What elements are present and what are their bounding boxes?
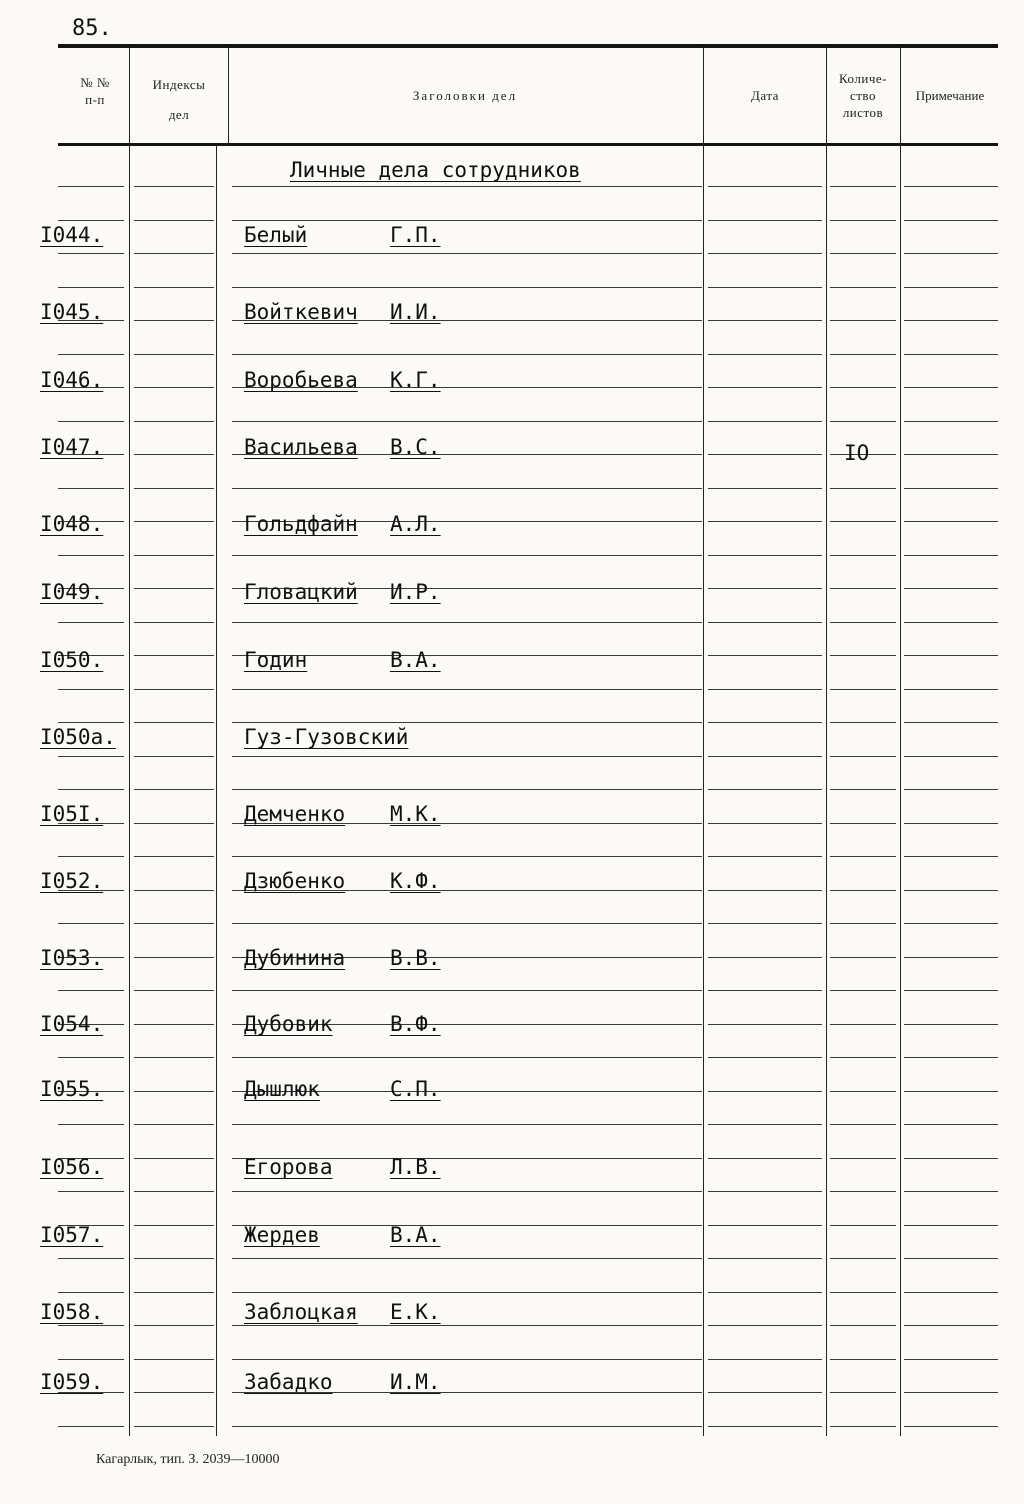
entry-number: I055. [40, 1077, 104, 1101]
ruled-line [830, 890, 896, 891]
ruled-line [904, 957, 998, 958]
entry-number: I057. [40, 1223, 104, 1247]
ruled-line [830, 421, 896, 422]
ruled-line [232, 555, 702, 556]
ruled-line [708, 1057, 822, 1058]
entry-initials: В.С. [390, 435, 441, 459]
ruled-line [58, 1426, 124, 1427]
entry-initials: В.А. [390, 1223, 441, 1247]
ruled-line [58, 990, 124, 991]
ruled-line [830, 253, 896, 254]
ruled-line [232, 186, 702, 187]
entry-surname: Заблоцкая [244, 1300, 358, 1324]
header-title: Заголовки дел [412, 88, 518, 103]
ruled-line [58, 923, 124, 924]
ruled-line [708, 488, 822, 489]
header-count: Количе- ство листов [839, 71, 887, 120]
ruled-line [830, 1091, 896, 1092]
ruled-line [134, 957, 214, 958]
ruled-line [830, 354, 896, 355]
section-title: Личные дела сотрудников [290, 158, 581, 182]
entry-number: I050а. [40, 725, 116, 749]
ruled-line [232, 1359, 702, 1360]
entry-surname: Гуз-Гузовский [244, 725, 409, 749]
ruled-line [904, 555, 998, 556]
entry-surname: Гольдфайн [244, 512, 358, 536]
ruled-line [904, 1292, 998, 1293]
ruled-line [830, 756, 896, 757]
ruled-line [904, 521, 998, 522]
ruled-line [134, 454, 214, 455]
ruled-line [134, 689, 214, 690]
ruled-line [134, 387, 214, 388]
ruled-line [708, 722, 822, 723]
ruled-line [58, 722, 124, 723]
column-divider [228, 46, 229, 146]
entry-initials: К.Г. [390, 368, 441, 392]
entry-initials: В.Ф. [390, 1012, 441, 1036]
ruled-line [58, 287, 124, 288]
header-note: Примечание [915, 88, 985, 103]
ruled-line [904, 1426, 998, 1427]
entry-surname: Гловацкий [244, 580, 358, 604]
ruled-line [904, 990, 998, 991]
ruled-line [134, 1325, 214, 1326]
header-number: № № п-п [80, 75, 110, 107]
ruled-line [58, 555, 124, 556]
ruled-line [830, 990, 896, 991]
ruled-line [58, 1191, 124, 1192]
entry-initials: Л.В. [390, 1155, 441, 1179]
ruled-line [58, 1124, 124, 1125]
entry-initials: И.М. [390, 1370, 441, 1394]
column-divider [216, 146, 217, 1436]
entry-number: I059. [40, 1370, 104, 1394]
ruled-line [830, 1292, 896, 1293]
ruled-line [134, 1158, 214, 1159]
ruled-line [134, 655, 214, 656]
printer-imprint: Кагарлык, тип. З. 2039—10000 [96, 1452, 280, 1467]
ruled-line [708, 990, 822, 991]
header-date: Дата [751, 88, 779, 103]
ruled-line [134, 1124, 214, 1125]
ruled-line [134, 1359, 214, 1360]
ruled-line [708, 1191, 822, 1192]
ruled-line [904, 1057, 998, 1058]
ruled-line [904, 622, 998, 623]
ruled-line [134, 856, 214, 857]
ruled-line [232, 421, 702, 422]
column-divider [900, 46, 901, 1436]
ruled-line [904, 488, 998, 489]
ruled-line [232, 689, 702, 690]
ruled-line [58, 1258, 124, 1259]
ruled-line [134, 555, 214, 556]
ruled-line [708, 387, 822, 388]
ruled-line [904, 354, 998, 355]
ruled-line [232, 1292, 702, 1293]
ruled-line [134, 1426, 214, 1427]
ruled-line [708, 1225, 822, 1226]
ruled-line [708, 1392, 822, 1393]
ruled-line [232, 1325, 702, 1326]
ruled-line [134, 320, 214, 321]
ruled-line [58, 488, 124, 489]
ruled-line [830, 722, 896, 723]
ruled-line [904, 387, 998, 388]
ruled-line [904, 1158, 998, 1159]
ruled-line [134, 789, 214, 790]
ruled-line [904, 689, 998, 690]
ruled-line [134, 488, 214, 489]
entry-number: I05I. [40, 802, 104, 826]
entry-initials: В.А. [390, 648, 441, 672]
ruled-line [232, 354, 702, 355]
column-divider [826, 46, 827, 1436]
ruled-line [708, 454, 822, 455]
ruled-line [134, 186, 214, 187]
ruled-line [708, 220, 822, 221]
ruled-line [830, 287, 896, 288]
ruled-line [904, 789, 998, 790]
entry-surname: Демченко [244, 802, 346, 826]
entry-surname: Годин [244, 648, 308, 672]
ruled-line [708, 957, 822, 958]
page-number: 85. [72, 16, 112, 41]
ruled-line [134, 890, 214, 891]
entry-initials: А.Л. [390, 512, 441, 536]
ruled-line [134, 722, 214, 723]
ruled-line [232, 622, 702, 623]
ruled-line [134, 588, 214, 589]
ruled-line [830, 1325, 896, 1326]
column-divider [129, 46, 130, 1436]
ruled-line [904, 1024, 998, 1025]
entry-sheet-count: IO [844, 441, 870, 465]
ruled-line [58, 756, 124, 757]
ruled-line [904, 454, 998, 455]
ruled-line [232, 220, 702, 221]
entry-surname: Дубовик [244, 1012, 333, 1036]
ruled-line [58, 220, 124, 221]
entry-surname: Жердев [244, 1223, 320, 1247]
ruled-line [232, 253, 702, 254]
ruled-line [830, 555, 896, 556]
entry-surname: Воробьева [244, 368, 358, 392]
entry-initials: М.К. [390, 802, 441, 826]
ruled-line [708, 655, 822, 656]
column-divider [703, 46, 704, 1436]
ruled-line [830, 1359, 896, 1360]
ruled-line [830, 387, 896, 388]
ruled-line [58, 689, 124, 690]
ruled-line [232, 1057, 702, 1058]
ruled-line [58, 856, 124, 857]
ruled-line [708, 1158, 822, 1159]
ruled-line [58, 186, 124, 187]
ruled-line [232, 1191, 702, 1192]
ruled-line [708, 622, 822, 623]
ruled-line [708, 287, 822, 288]
ruled-line [708, 320, 822, 321]
ruled-line [708, 1426, 822, 1427]
ruled-line [904, 1392, 998, 1393]
ruled-line [58, 1057, 124, 1058]
entry-surname: Дубинина [244, 946, 346, 970]
ruled-line [134, 521, 214, 522]
entry-initials: Е.К. [390, 1300, 441, 1324]
ruled-line [708, 1325, 822, 1326]
ruled-line [904, 220, 998, 221]
ruled-line [904, 1091, 998, 1092]
entry-surname: Васильева [244, 435, 358, 459]
ruled-line [708, 186, 822, 187]
ruled-line [134, 253, 214, 254]
ruled-line [134, 1292, 214, 1293]
ruled-line [830, 1057, 896, 1058]
ruled-line [58, 1359, 124, 1360]
ruled-line [134, 354, 214, 355]
ruled-line [58, 789, 124, 790]
entry-initials: Г.П. [390, 223, 441, 247]
ruled-line [904, 1359, 998, 1360]
ruled-line [904, 186, 998, 187]
ruled-line [904, 287, 998, 288]
ruled-line [134, 1191, 214, 1192]
ruled-line [904, 588, 998, 589]
ruled-line [830, 488, 896, 489]
ruled-line [830, 689, 896, 690]
ruled-line [830, 622, 896, 623]
ruled-line [232, 287, 702, 288]
ruled-line [232, 488, 702, 489]
ruled-line [134, 823, 214, 824]
entry-number: I045. [40, 300, 104, 324]
ruled-line [830, 823, 896, 824]
ruled-line [708, 1024, 822, 1025]
ruled-line [904, 655, 998, 656]
ruled-line [904, 1325, 998, 1326]
ruled-line [134, 287, 214, 288]
ruled-line [708, 588, 822, 589]
ruled-line [708, 789, 822, 790]
ruled-line [708, 1258, 822, 1259]
ruled-line [134, 1057, 214, 1058]
ruled-line [708, 756, 822, 757]
ruled-line [830, 789, 896, 790]
entry-number: I047. [40, 435, 104, 459]
ruled-line [708, 923, 822, 924]
entry-initials: К.Ф. [390, 869, 441, 893]
ruled-line [708, 856, 822, 857]
ruled-line [830, 1158, 896, 1159]
entry-number: I050. [40, 648, 104, 672]
ruled-line [904, 1191, 998, 1192]
ruled-line [708, 521, 822, 522]
entry-surname: Дышлюк [244, 1077, 320, 1101]
ruled-line [904, 823, 998, 824]
ruled-line [830, 923, 896, 924]
header-top-rule [58, 44, 998, 48]
ruled-line [830, 521, 896, 522]
entry-surname: Егорова [244, 1155, 333, 1179]
ruled-line [904, 421, 998, 422]
entry-number: I048. [40, 512, 104, 536]
ruled-line [232, 756, 702, 757]
ruled-line [232, 722, 702, 723]
ruled-line [830, 1191, 896, 1192]
ruled-line [904, 722, 998, 723]
ruled-line [58, 354, 124, 355]
entry-surname: Забадко [244, 1370, 333, 1394]
header-bottom-rule [58, 143, 998, 146]
ruled-line [134, 1392, 214, 1393]
ruled-line [58, 253, 124, 254]
entry-number: I054. [40, 1012, 104, 1036]
ruled-line [830, 1258, 896, 1259]
ruled-line [134, 990, 214, 991]
ruled-line [708, 421, 822, 422]
ruled-line [830, 1225, 896, 1226]
ruled-line [904, 320, 998, 321]
ruled-line [708, 1091, 822, 1092]
entry-initials: С.П. [390, 1077, 441, 1101]
ruled-line [232, 789, 702, 790]
ruled-line [134, 1024, 214, 1025]
ruled-line [134, 1225, 214, 1226]
ruled-line [830, 320, 896, 321]
ruled-line [232, 1124, 702, 1125]
ruled-line [708, 354, 822, 355]
ruled-line [904, 1225, 998, 1226]
entry-number: I058. [40, 1300, 104, 1324]
ruled-line [830, 957, 896, 958]
ruled-line [830, 655, 896, 656]
entry-initials: И.И. [390, 300, 441, 324]
ruled-line [830, 220, 896, 221]
ruled-line [830, 1426, 896, 1427]
ruled-line [904, 756, 998, 757]
entry-initials: И.Р. [390, 580, 441, 604]
ruled-line [134, 756, 214, 757]
entry-number: I056. [40, 1155, 104, 1179]
ruled-line [134, 1091, 214, 1092]
header-index: Индексы дел [152, 77, 206, 122]
ruled-line [708, 823, 822, 824]
ruled-line [904, 923, 998, 924]
ruled-line [830, 1124, 896, 1125]
ruled-line [708, 890, 822, 891]
ruled-line [904, 856, 998, 857]
ruled-line [232, 1426, 702, 1427]
entry-number: I044. [40, 223, 104, 247]
ruled-line [830, 588, 896, 589]
entry-number: I052. [40, 869, 104, 893]
ruled-line [830, 1392, 896, 1393]
ruled-line [134, 1258, 214, 1259]
ruled-line [58, 622, 124, 623]
ruled-line [904, 890, 998, 891]
ruled-line [58, 1325, 124, 1326]
entry-number: I053. [40, 946, 104, 970]
ruled-line [830, 186, 896, 187]
ruled-line [708, 1359, 822, 1360]
entry-initials: В.В. [390, 946, 441, 970]
ruled-line [708, 253, 822, 254]
ruled-line [134, 622, 214, 623]
entry-number: I046. [40, 368, 104, 392]
entry-number: I049. [40, 580, 104, 604]
ruled-line [134, 421, 214, 422]
ruled-line [232, 856, 702, 857]
ruled-line [904, 253, 998, 254]
ruled-line [708, 689, 822, 690]
ruled-line [134, 923, 214, 924]
ruled-line [830, 1024, 896, 1025]
entry-surname: Дзюбенко [244, 869, 346, 893]
entry-surname: Войткевич [244, 300, 358, 324]
ruled-line [232, 923, 702, 924]
ruled-line [232, 1258, 702, 1259]
ruled-line [232, 990, 702, 991]
ruled-line [58, 1292, 124, 1293]
ruled-line [904, 1258, 998, 1259]
ruled-line [134, 220, 214, 221]
ruled-line [830, 856, 896, 857]
ruled-line [708, 1292, 822, 1293]
entry-surname: Белый [244, 223, 308, 247]
ruled-line [58, 421, 124, 422]
ruled-line [708, 1124, 822, 1125]
ruled-line [708, 555, 822, 556]
ruled-line [904, 1124, 998, 1125]
